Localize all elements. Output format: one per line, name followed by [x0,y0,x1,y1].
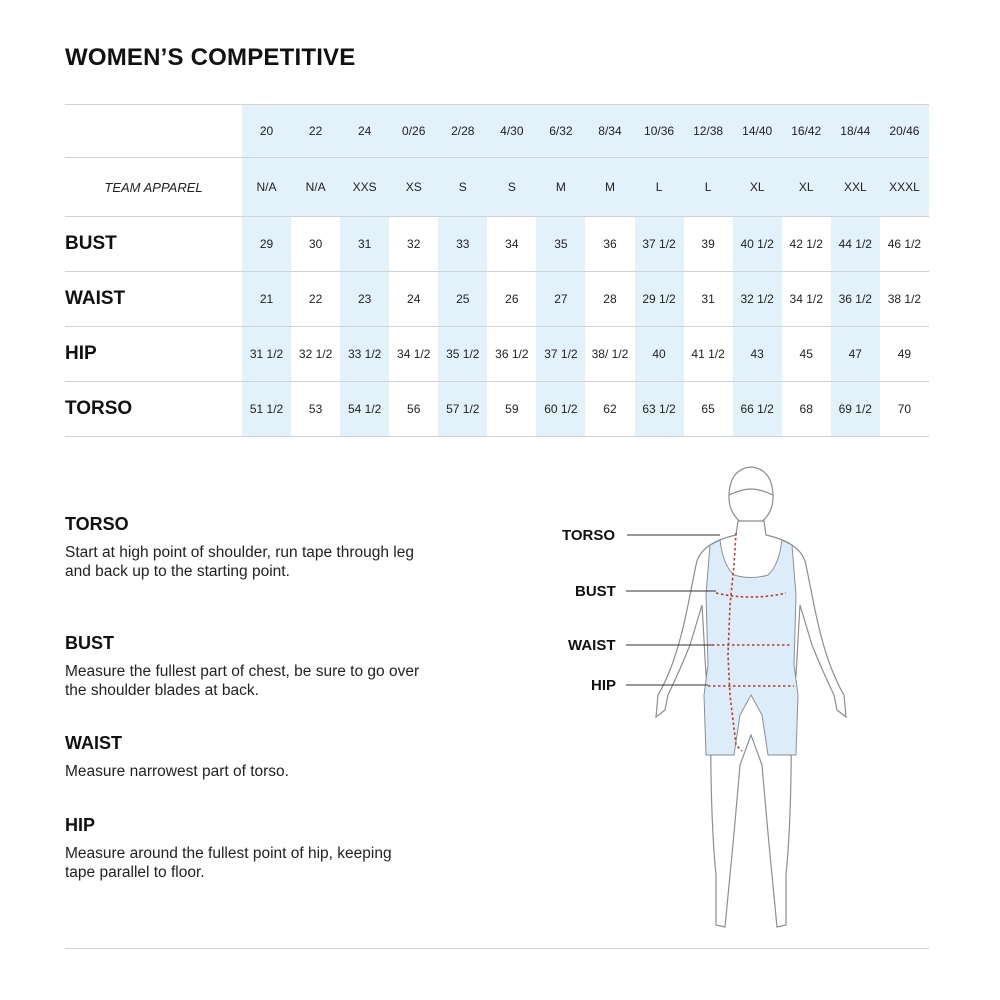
team-apparel-cell: XXXL [880,158,929,217]
guide-hip [65,815,425,882]
measure-cell: 21 [242,272,291,327]
measure-cell: 24 [389,272,438,327]
measure-cell: 33 1/2 [340,327,389,382]
measure-cell: 33 [438,217,487,272]
measure-cell: 39 [684,217,733,272]
table-corner-cell [65,105,242,158]
table-row-torso [65,382,929,437]
size-chart-table [65,104,929,437]
row-label: BUST [65,217,242,272]
measure-cell: 56 [389,382,438,437]
size-header-cell: 20/46 [880,105,929,158]
measure-cell: 65 [684,382,733,437]
team-apparel-cell: XL [782,158,831,217]
size-header-cell: 16/42 [782,105,831,158]
measure-cell: 38 1/2 [880,272,929,327]
measure-cell: 36 1/2 [487,327,536,382]
measure-cell: 68 [782,382,831,437]
guide-bust-text: Measure the fullest part of chest, be sure to go over the shoulder blades at back. [65,663,420,699]
measure-cell: 36 [585,217,634,272]
team-apparel-cell: XXS [340,158,389,217]
guide-torso-text: Start at high point of shoulder, run tape through leg and back up to the starting point. [65,544,414,580]
measure-cell: 29 [242,217,291,272]
measure-cell: 51 1/2 [242,382,291,437]
team-apparel-cell: L [635,158,684,217]
measure-cell: 29 1/2 [635,272,684,327]
guide-waist-heading: WAIST [65,733,122,753]
measure-cell: 30 [291,217,340,272]
guide-waist-text: Measure narrowest part of torso. [65,763,289,780]
measure-cell: 35 [536,217,585,272]
measure-cell: 40 1/2 [733,217,782,272]
measure-cell: 37 1/2 [536,327,585,382]
measure-cell: 66 1/2 [733,382,782,437]
team-apparel-cell: M [536,158,585,217]
size-header-cell: 14/40 [733,105,782,158]
row-label: HIP [65,327,242,382]
table-row-hip [65,327,929,382]
team-apparel-cell: N/A [242,158,291,217]
measure-cell: 32 1/2 [291,327,340,382]
table-row-team-apparel [65,158,929,217]
measure-cell: 54 1/2 [340,382,389,437]
measure-cell: 31 [340,217,389,272]
team-apparel-cell: S [438,158,487,217]
guide-torso [65,514,425,581]
bottom-divider [65,948,929,949]
size-header-cell: 4/30 [487,105,536,158]
measure-cell: 49 [880,327,929,382]
measure-cell: 41 1/2 [684,327,733,382]
body-measurement-figure [520,455,900,955]
team-apparel-cell: XXL [831,158,880,217]
measure-cell: 27 [536,272,585,327]
team-apparel-label: TEAM APPAREL [65,158,242,217]
measure-cell: 42 1/2 [782,217,831,272]
measure-cell: 25 [438,272,487,327]
team-apparel-cell: S [487,158,536,217]
measure-cell: 34 [487,217,536,272]
measure-cell: 69 1/2 [831,382,880,437]
guide-bust-heading: BUST [65,633,114,653]
figure-label-bust: BUST [575,583,616,600]
table-row-bust [65,217,929,272]
measure-cell: 31 1/2 [242,327,291,382]
measure-cell: 44 1/2 [831,217,880,272]
measure-cell: 57 1/2 [438,382,487,437]
row-label: TORSO [65,382,242,437]
measure-cell: 32 [389,217,438,272]
measure-cell: 43 [733,327,782,382]
measure-cell: 59 [487,382,536,437]
measure-cell: 36 1/2 [831,272,880,327]
size-header-cell: 12/38 [684,105,733,158]
measure-cell: 45 [782,327,831,382]
measure-cell: 31 [684,272,733,327]
measure-cell: 62 [585,382,634,437]
size-header-cell: 6/32 [536,105,585,158]
measure-cell: 70 [880,382,929,437]
team-apparel-cell: XL [733,158,782,217]
table-row-sizes [65,105,929,158]
guide-waist [65,733,425,781]
measure-cell: 23 [340,272,389,327]
row-label: WAIST [65,272,242,327]
measure-cell: 35 1/2 [438,327,487,382]
size-header-cell: 18/44 [831,105,880,158]
team-apparel-cell: M [585,158,634,217]
page-title: WOMEN’S COMPETITIVE [65,44,356,71]
guide-hip-text: Measure around the fullest point of hip, keeping tape parallel to floor. [65,845,392,881]
size-header-cell: 0/26 [389,105,438,158]
measure-cell: 34 1/2 [782,272,831,327]
measure-cell: 34 1/2 [389,327,438,382]
team-apparel-cell: L [684,158,733,217]
measure-cell: 38/ 1/2 [585,327,634,382]
size-header-cell: 8/34 [585,105,634,158]
size-header-cell: 20 [242,105,291,158]
measure-cell: 22 [291,272,340,327]
team-apparel-cell: XS [389,158,438,217]
measure-cell: 28 [585,272,634,327]
size-header-cell: 24 [340,105,389,158]
figure-label-hip: HIP [591,677,617,694]
size-header-cell: 22 [291,105,340,158]
team-apparel-cell: N/A [291,158,340,217]
measure-cell: 46 1/2 [880,217,929,272]
measure-cell: 63 1/2 [635,382,684,437]
measure-cell: 37 1/2 [635,217,684,272]
table-row-waist [65,272,929,327]
size-header-cell: 2/28 [438,105,487,158]
measure-cell: 32 1/2 [733,272,782,327]
size-header-cell: 10/36 [635,105,684,158]
guide-hip-heading: HIP [65,815,96,835]
body-outline [656,469,846,927]
guide-bust [65,633,425,700]
figure-label-waist: WAIST [568,637,616,654]
guide-torso-heading: TORSO [65,514,129,534]
measure-cell: 47 [831,327,880,382]
measure-cell: 60 1/2 [536,382,585,437]
measure-cell: 40 [635,327,684,382]
figure-label-torso: TORSO [562,527,616,544]
measure-cell: 53 [291,382,340,437]
measure-cell: 26 [487,272,536,327]
